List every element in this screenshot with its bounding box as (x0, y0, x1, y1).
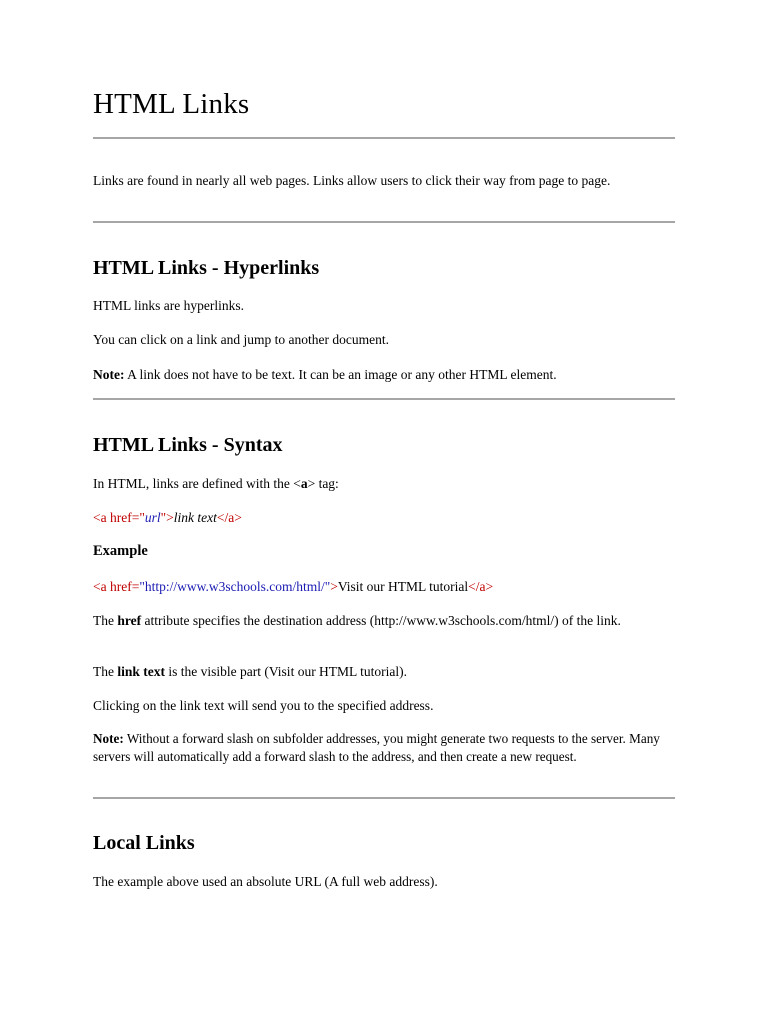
note-text: A link does not have to be text. It can be an image or any other HTML element. (124, 367, 557, 382)
code-link-text: link text (173, 510, 217, 525)
linktext-paragraph (93, 663, 675, 681)
hyperlinks-heading: HTML Links - Hyperlinks (93, 257, 320, 279)
linktext-post: is the visible part (Visit our HTML tutorial). (165, 664, 408, 679)
divider-4 (93, 797, 675, 799)
divider-1 (93, 137, 675, 139)
example-label: Example (93, 543, 148, 559)
syntax-note (93, 730, 675, 766)
syntax-intro-tag: a (300, 476, 308, 491)
code-quote-close: " (160, 510, 167, 525)
href-pre: The (93, 613, 118, 628)
syntax-intro (93, 475, 675, 493)
href-bold: href (117, 613, 142, 628)
example-link-text: Visit our HTML tutorial (337, 579, 469, 594)
code-close-bracket: > (166, 510, 174, 525)
href-post: attribute specifies the destination address (http://www.w3schools.com/html/) of the link. (141, 613, 621, 628)
example-url: "http://www.w3schools.com/html/" (139, 579, 331, 594)
clicking-paragraph: Clicking on the link text will send you to the specified address. (93, 698, 434, 713)
example-close-bracket: > (330, 579, 338, 594)
code-quote-open: " (139, 510, 145, 525)
syntax-note-text: Without a forward slash on subfolder addresses, you might generate two requests to the server. Many servers will automatically add a forward slash to the address, and then create a new request. (93, 731, 660, 764)
syntax-code (93, 509, 675, 527)
href-paragraph (93, 612, 675, 630)
divider-3 (93, 398, 675, 400)
divider-2 (93, 221, 675, 223)
note-label: Note: (93, 367, 125, 382)
hyperlinks-paragraph-1: HTML links are hyperlinks. (93, 298, 244, 313)
example-end-tag: </a> (468, 579, 494, 594)
local-links-heading: Local Links (93, 832, 195, 854)
intro-paragraph: Links are found in nearly all web pages. Links allow users to click their way from page to page. (93, 173, 611, 188)
local-links-paragraph: The example above used an absolute URL (A full web address). (93, 874, 438, 889)
code-open-tag: <a href= (93, 510, 140, 525)
hyperlinks-paragraph-2: You can click on a link and jump to another document. (93, 332, 389, 347)
code-end-tag: </a> (216, 510, 242, 525)
syntax-heading: HTML Links - Syntax (93, 434, 283, 456)
syntax-intro-post: > tag: (307, 476, 339, 491)
hyperlinks-note (93, 366, 675, 384)
linktext-pre: The (93, 664, 118, 679)
syntax-intro-pre: In HTML, links are defined with the < (93, 476, 301, 491)
code-url: url (144, 510, 161, 525)
example-code (93, 578, 675, 596)
page-title: HTML Links (93, 88, 250, 120)
syntax-note-label: Note: (93, 731, 124, 746)
linktext-bold: link text (117, 664, 166, 679)
example-open-tag: <a href= (93, 579, 140, 594)
